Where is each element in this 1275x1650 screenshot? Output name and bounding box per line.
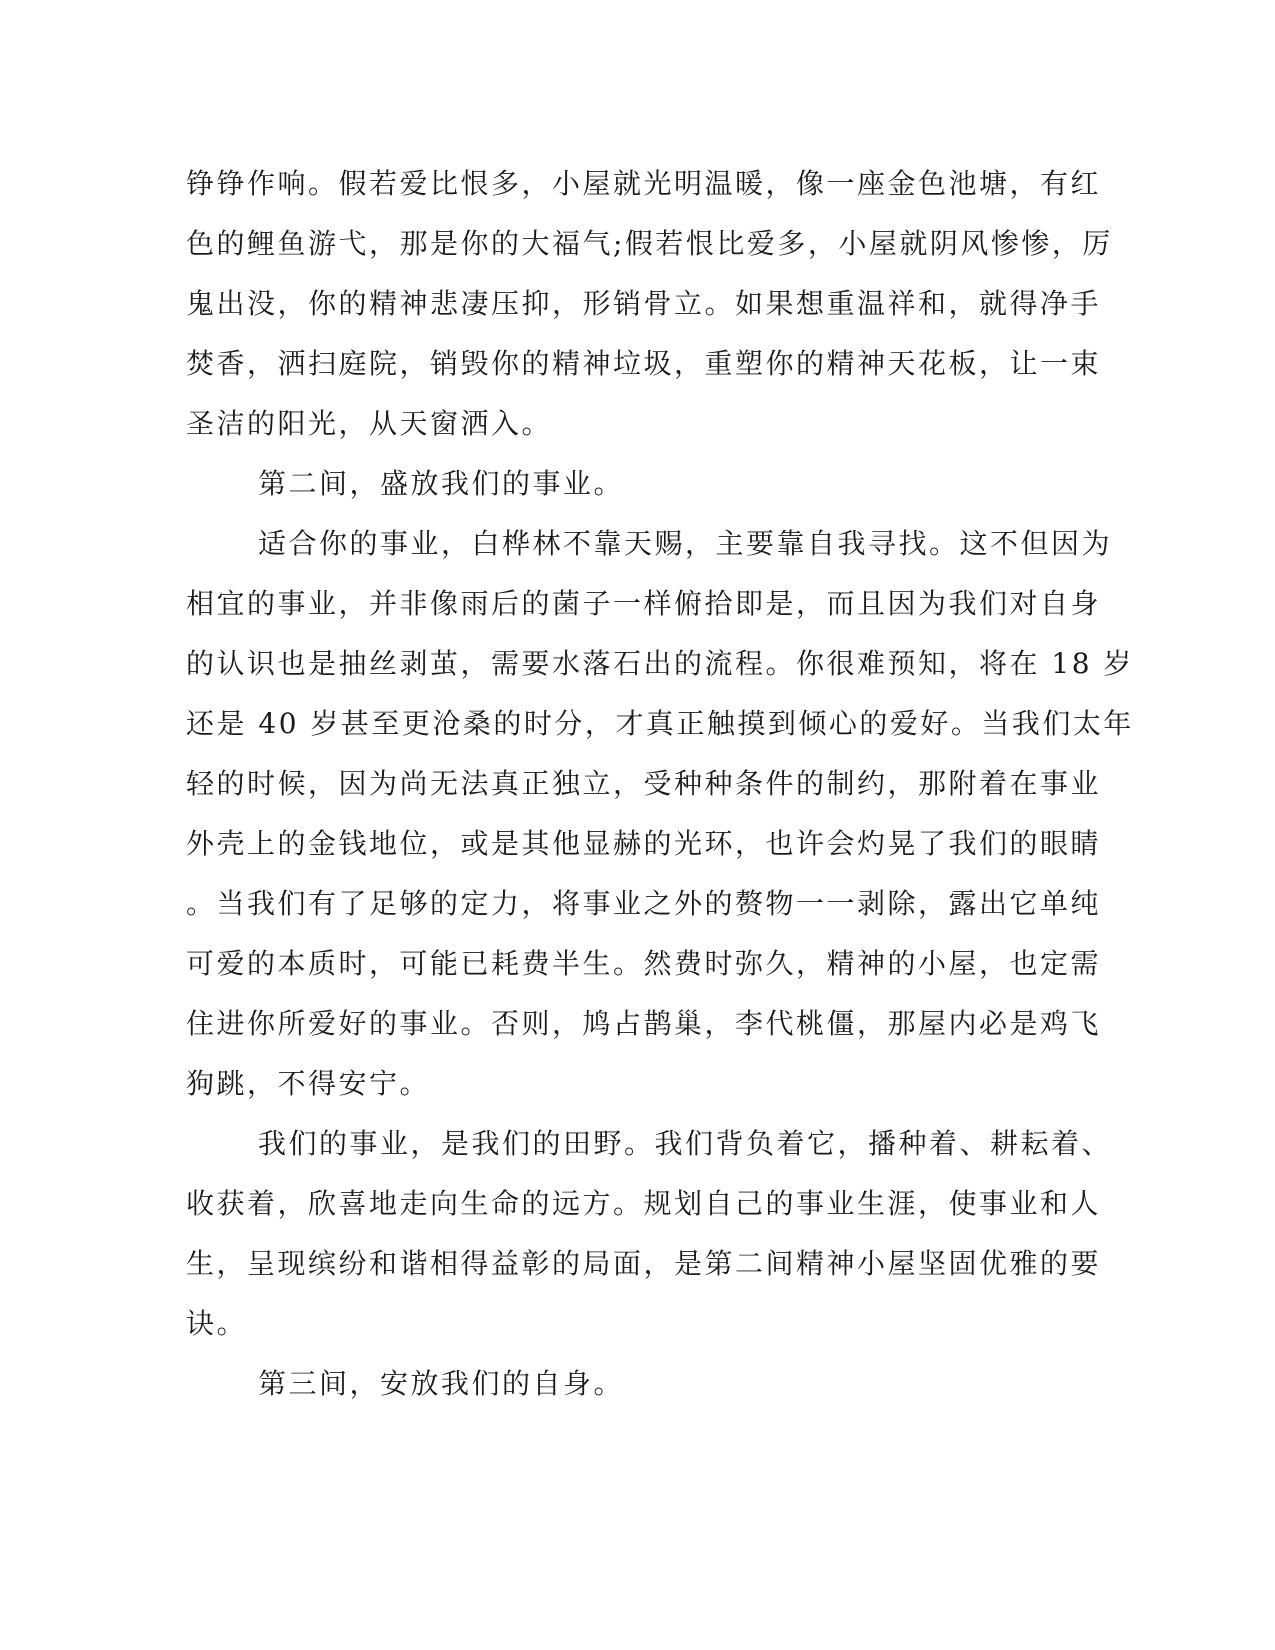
text-line: 轻的时候，因为尚无法真正独立，受种种条件的制约，那附着在事业: [186, 767, 1102, 800]
text-line: 。当我们有了足够的定力，将事业之外的赘物一一剥除，露出它单纯: [186, 887, 1102, 920]
text-line: 外壳上的金钱地位，或是其他显赫的光环，也许会灼晃了我们的眼睛: [186, 827, 1102, 860]
text-line: 诀。: [186, 1307, 248, 1340]
text-line: 住进你所爱好的事业。否则，鸠占鹊巢，李代桃僵，那屋内必是鸡飞: [186, 1007, 1102, 1040]
text-line: 生，呈现缤纷和谐相得益彰的局面，是第二间精神小屋坚固优雅的要: [186, 1247, 1102, 1280]
text-line: 还是 40 岁甚至更沧桑的时分，才真正触摸到倾心的爱好。当我们太年: [186, 707, 1134, 740]
paragraph-first-line: 我们的事业，是我们的田野。我们背负着它，播种着、耕耘着、: [258, 1127, 1113, 1160]
text-line: 焚香，洒扫庭院，销毁你的精神垃圾，重塑你的精神天花板，让一束: [186, 347, 1102, 380]
text-line: 可爱的本质时，可能已耗费半生。然费时弥久，精神的小屋，也定需: [186, 947, 1102, 980]
text-line: 鬼出没，你的精神悲凄压抑，形销骨立。如果想重温祥和，就得净手: [186, 287, 1102, 320]
section-heading-third-room: 第三间，安放我们的自身。: [258, 1367, 625, 1400]
text-line: 收获着，欣喜地走向生命的远方。规划自己的事业生涯，使事业和人: [186, 1187, 1102, 1220]
document-body: [186, 154, 1134, 1414]
paragraph-first-line: 适合你的事业，白桦林不靠天赐，主要靠自我寻找。这不但因为: [258, 527, 1113, 560]
text-line: 圣洁的阳光，从天窗洒入。: [186, 407, 553, 440]
text-line: 狗跳，不得安宁。: [186, 1067, 431, 1100]
text-line: 铮铮作响。假若爱比恨多，小屋就光明温暖，像一座金色池塘，有红: [186, 167, 1102, 200]
section-heading-second-room: 第二间，盛放我们的事业。: [258, 467, 625, 500]
text-line: 的认识也是抽丝剥茧，需要水落石出的流程。你很难预知，将在 18 岁: [186, 647, 1134, 680]
text-line: 相宜的事业，并非像雨后的菌子一样俯拾即是，而且因为我们对自身: [186, 587, 1102, 620]
text-line: 色的鲤鱼游弋，那是你的大福气;假若恨比爱多，小屋就阴风惨惨，厉: [186, 227, 1113, 260]
